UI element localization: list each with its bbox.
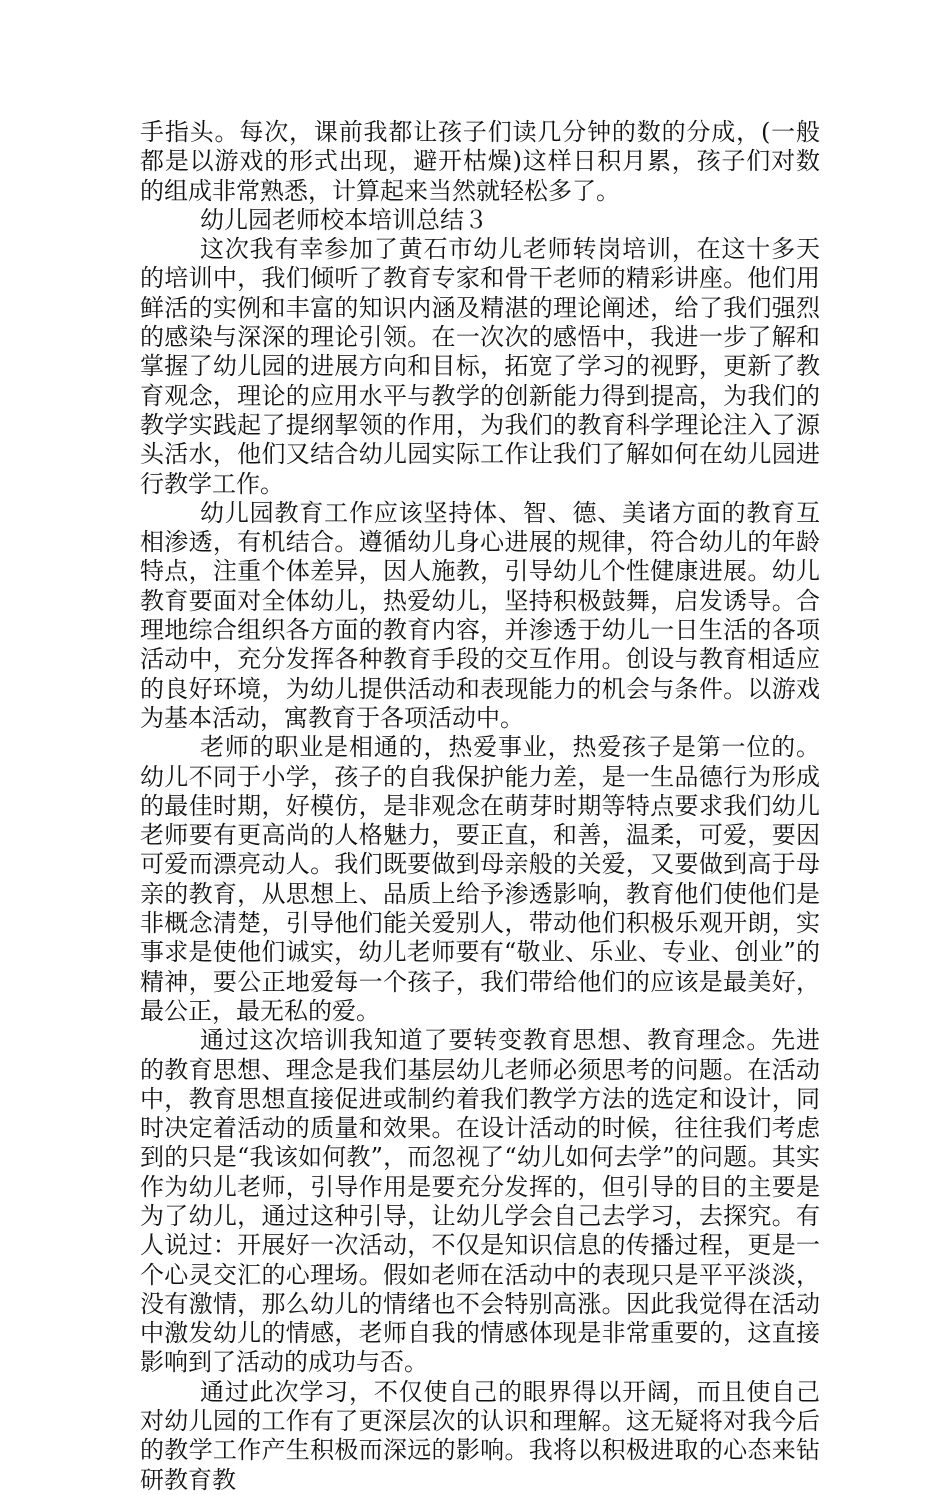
document-body — [140, 118, 820, 1495]
section-heading: 幼儿园老师校本培训总结３ — [200, 205, 488, 234]
paragraph-education-ideas: 通过这次培训我知道了要转变教育思想、教育理念。先进的教育思想、理念是我们基层幼儿老师必须思考的问题。在活动中，教育思想直接促进或制约着我们教学方法的选定和设计，同时决定着活动的质量和效果。在设计活动的时候，往往我们考虑到的只是“我该如何教”，而忽视了“幼儿如何去学”的问题。其实作为幼儿老师，引导作用是要充分发挥的，但引导的目的主要是为了幼儿，通过这种引导，让幼儿学会自己去学习，去探究。有人说过：开展好一次活动，不仅是知识信息的传播过程，更是一个心灵交汇的心理场。假如老师在活动中的表现只是平平淡淡，没有激情，那么幼儿的情绪也不会特别高涨。因此我觉得在活动中激发幼儿的情感，老师自我的情感体现是非常重要的，这直接影响到了活动的成功与否。 — [140, 1026, 820, 1377]
paragraph-conclusion: 通过此次学习，不仅使自己的眼界得以开阔，而且使自己对幼儿园的工作有了更深层次的认识和理解。这无疑将对我今后的教学工作产生积极而深远的影响。我将以积极进取的心态来钻研教育教 — [140, 1377, 820, 1494]
paragraph-continuation: 手指头。每次，课前我都让孩子们读几分钟的数的分成，(一般都是以游戏的形式出现，避开枯燥)这样日积月累，孩子们对数的组成非常熟悉，计算起来当然就轻松多了。 — [140, 118, 820, 205]
paragraph-training-intro: 这次我有幸参加了黄石市幼儿老师转岗培训，在这十多天的培训中，我们倾听了教育专家和骨干老师的精彩讲座。他们用鲜活的实例和丰富的知识内涵及精湛的理论阐述，给了我们强烈的感染与深深的理论引领。在一次次的感悟中，我进一步了解和掌握了幼儿园的进展方向和目标，拓宽了学习的视野，更新了教育观念，理论的应用水平与教学的创新能力得到提高，为我们的教学实践起了提纲挈领的作用，为我们的教育科学理论注入了源头活水，他们又结合幼儿园实际工作让我们了解如何在幼儿园进行教学工作。 — [140, 235, 820, 498]
paragraph-teacher-profession: 老师的职业是相通的，热爱事业，热爱孩子是第一位的。幼儿不同于小学，孩子的自我保护能力差，是一生品德行为形成的最佳时期，好模仿，是非观念在萌芽时期等特点要求我们幼儿老师要有更高尚的人格魅力，要正直，和善，温柔，可爱，要因可爱而漂亮动人。我们既要做到母亲般的关爱，又要做到高于母亲的教育，从思想上、品质上给予渗透影响，教育他们使他们是非概念清楚，引导他们能关爱别人，带动他们积极乐观开朗，实事求是使他们诚实，幼儿老师要有“敬业、乐业、专业、创业”的精神，要公正地爱每一个孩子，我们带给他们的应该是最美好，最公正，最无私的爱。 — [140, 733, 820, 1025]
paragraph-education-principles: 幼儿园教育工作应该坚持体、智、德、美诸方面的教育互相渗透，有机结合。遵循幼儿身心进展的规律，符合幼儿的年龄特点，注重个体差异，因人施教，引导幼儿个性健康进展。幼儿教育要面对全体幼儿，热爱幼儿，坚持积极鼓舞，启发诱导。合理地综合组织各方面的教育内容，并渗透于幼儿一日生活的各项活动中，充分发挥各种教育手段的交互作用。创设与教育相适应的良好环境，为幼儿提供活动和表现能力的机会与条件。以游戏为基本活动，寓教育于各项活动中。 — [140, 498, 820, 732]
